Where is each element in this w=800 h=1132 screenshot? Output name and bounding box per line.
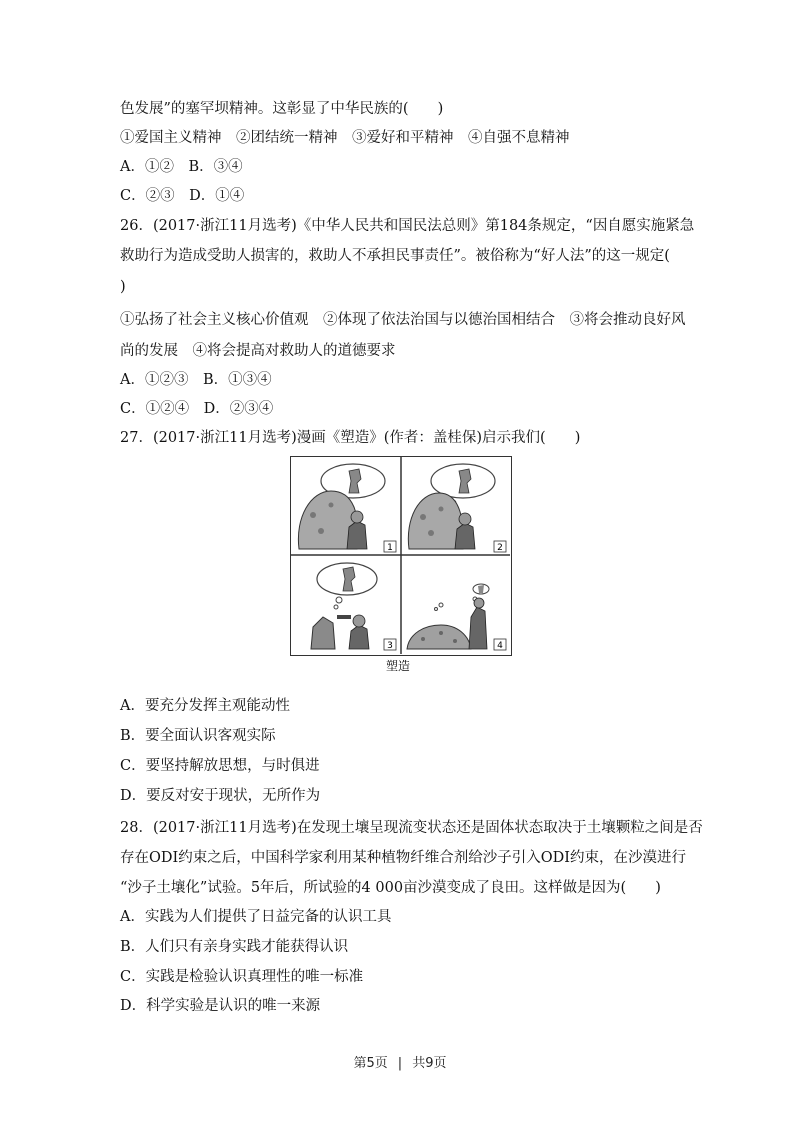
q28-choice-c: C．实践是检验认识真理性的唯一标准 xyxy=(120,969,364,985)
q27-stem: 27．(2017·浙江11月选考)漫画《塑造》(作者：盖桂保)启示我们( ) xyxy=(120,430,581,446)
page-footer xyxy=(0,1052,800,1071)
q26-stem-line2: 救助行为造成受助人损害的，救助人不承担民事责任”。被俗称为“好人法”的这一规定( xyxy=(120,248,670,264)
q28-choice-a: A．实践为人们提供了日益完备的认识工具 xyxy=(120,909,392,925)
q26-choice-ab: A．①②③ B．①③④ xyxy=(120,372,272,388)
q26-options-line2: 尚的发展 ④将会提高对救助人的道德要求 xyxy=(120,343,396,359)
comic-shaping xyxy=(290,456,512,656)
q28-stem-line1: 28．(2017·浙江11月选考)在发现土壤呈现流变状态还是固体状态取决于土壤颗粒之间是否 xyxy=(120,820,703,836)
comic-panel-1 xyxy=(298,464,385,549)
comic-illustration xyxy=(291,457,510,654)
q28-choice-d: D．科学实验是认识的唯一来源 xyxy=(120,998,321,1014)
q26-options-line1: ①弘扬了社会主义核心价值观 ②体现了依法治国与以德治国相结合 ③将会推动良好风 xyxy=(120,312,686,328)
q25-choice-ab: A．①② B．③④ xyxy=(120,159,243,175)
q28-stem-line3: “沙子土壤化”试验。5年后，所试验的4 000亩沙漠变成了良田。这样做是因为( ) xyxy=(120,880,661,896)
comic-caption: 塑造 xyxy=(386,659,411,673)
q28-stem-line2: 存在ODI约束之后，中国科学家利用某种植物纤维合剂给沙子引入ODI约束，在沙漠进行 xyxy=(120,850,686,866)
q28-choice-b: B．人们只有亲身实践才能获得认识 xyxy=(120,939,349,955)
footer-separator: | xyxy=(397,1056,403,1071)
q27-choice-d: D．要反对安于现状，无所作为 xyxy=(120,788,321,804)
comic-panel-4-number: 4 xyxy=(497,641,503,651)
q26-choice-cd: C．①②④ D．②③④ xyxy=(120,401,274,417)
q25-choice-cd: C．②③ D．①④ xyxy=(120,188,245,204)
q27-choice-a: A．要充分发挥主观能动性 xyxy=(120,698,290,714)
q26-stem-line3: ) xyxy=(120,279,126,295)
q27-choice-b: B．要全面认识客观实际 xyxy=(120,728,276,744)
comic-panel-3 xyxy=(311,563,377,649)
page-number: 第5页 xyxy=(353,1056,388,1071)
total-pages: 共9页 xyxy=(412,1056,447,1071)
comic-panel-2 xyxy=(408,464,495,549)
comic-panel-2-number: 2 xyxy=(497,543,503,553)
comic-panel-1-number: 1 xyxy=(387,543,393,553)
comic-panel-3-number: 3 xyxy=(387,641,393,651)
comic-panel-4 xyxy=(407,584,489,649)
q26-stem-line1: 26．(2017·浙江11月选考)《中华人民共和国民法总则》第184条规定，“因自愿实施紧急 xyxy=(120,218,695,234)
q27-choice-c: C．要坚持解放思想，与时俱进 xyxy=(120,758,320,774)
q25-stem-end: 色发展”的塞罕坝精神。这彰显了中华民族的( ) xyxy=(120,101,444,117)
q25-options: ①爱国主义精神 ②团结统一精神 ③爱好和平精神 ④自强不息精神 xyxy=(120,130,570,146)
